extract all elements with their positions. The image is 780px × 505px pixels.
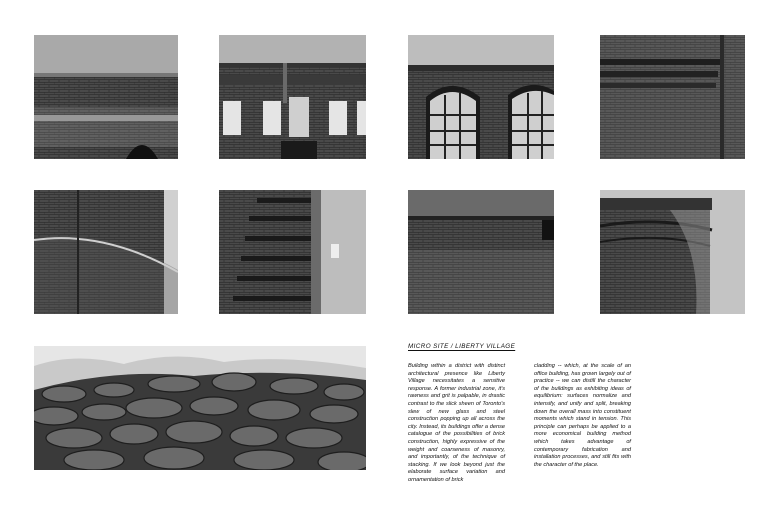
body-text-column-2: cladding -- which, at the scale of an office building, has grown largely out of practice -- we can distill the character of the buildings as exhibiting ideas of equilibrium: surfaces normalize and intensify, and unify and split, breaking down the overall mass into constituent moments which stand in tension. This principle can perhaps be applied to a more economical building method which takes advantage of contemporary fabrication and installation processes, and still fits with the character of the place. <box>534 363 631 468</box>
brick-coursing-photo <box>408 190 554 314</box>
curved-brick-corner-photo <box>34 190 178 314</box>
brick-building-windows-photo <box>219 35 366 159</box>
body-text-column-1: Building within a district with distinct architectural presence like Liberty Village necessitates a sensitive response. A former industrial zone, it's rawness and grit is palpable, in drastic contrast to the slick sheen of Toronto's slew of new glass and steel construction popping up all across the city. Instead, its buildings offer a dense catalogue of the possibilities of brick construction, highly expressive of the weight and coarseness of masonry, and importantly, of the technique of stacking. If we look beyond just the elaborate surface variation and ornamentation of brick <box>408 363 505 483</box>
brick-wall-corbel-photo <box>600 35 745 159</box>
brick-facade-arch-photo <box>34 35 178 159</box>
stepped-brick-pilaster-photo <box>219 190 366 314</box>
page-title: MICRO SITE / LIBERTY VILLAGE <box>408 343 516 350</box>
stacked-stone-wall-photo <box>34 346 366 470</box>
round-brick-chimney-photo <box>600 190 745 314</box>
arched-windows-photo <box>408 35 554 159</box>
